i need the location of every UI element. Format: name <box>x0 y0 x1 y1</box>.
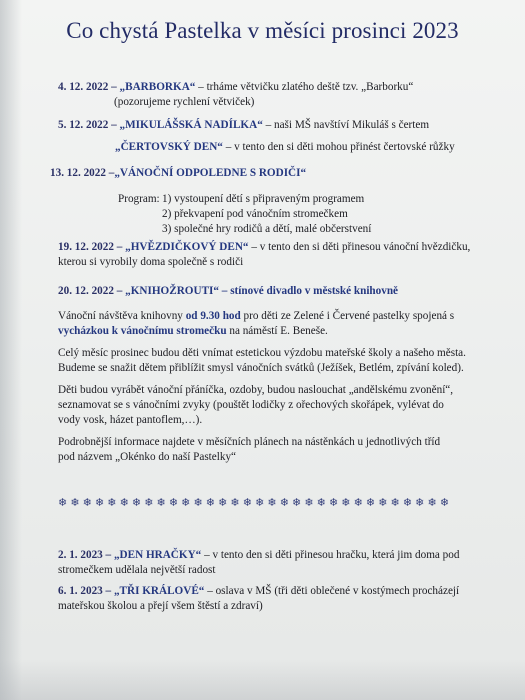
event-date: 13. 12. 2022 <box>50 167 106 179</box>
event-text-line2: kterou si vyrobily doma společně s rodiči <box>58 256 244 268</box>
event-certovsky-den <box>115 140 505 155</box>
snowflake-separator: ❄❄❄❄❄❄❄❄❄❄❄❄❄❄❄❄❄❄❄❄❄❄❄❄❄❄❄❄❄❄❄❄ <box>58 497 453 509</box>
paragraph-activities <box>58 383 463 428</box>
page-shadow-bottom <box>0 660 525 700</box>
event-name: „DEN HRAČKY“ <box>113 549 202 561</box>
event-text: – v tento den si děti přinesou vánoční hvězdičku, <box>248 241 471 253</box>
event-separator: – <box>113 241 126 253</box>
program-item: 3) společné hry rodičů a dětí, malé občerstvení <box>162 223 372 235</box>
event-hvezdickovy-den <box>58 240 488 270</box>
event-text: – v tento den si děti přinesou hračku, která jim doma pod <box>201 549 460 561</box>
event-date: 5. 12. 2022 <box>58 119 109 131</box>
event-date: 2. 1. 2023 <box>58 549 103 561</box>
event-date: 20. 12. 2022 <box>58 285 114 297</box>
event-text-line2: (pozorujeme rychlení větviček) <box>114 96 255 108</box>
page-shadow-left <box>0 0 22 700</box>
event-separator: – <box>105 167 115 179</box>
page-title: Co chystá Pastelka v měsíci prosinci 2023 <box>66 18 459 43</box>
event-separator: – <box>108 81 120 93</box>
event-knihozrouti <box>58 284 488 299</box>
event-text-line2: stromečkem udělala největší radost <box>58 564 216 576</box>
program-item: 1) vystoupení dětí s připraveným programem <box>162 193 365 205</box>
paragraph-text: Děti budou vyrábět vánoční přáníčka, ozdoby, budou naslouchat „andělskému zvonění“, seznamovat se s vánočními zvyky (pouštět lodičky z ořechových skořápek, vylévat do vody vosk, házet pantoflem,…). <box>58 384 454 426</box>
event-date: 19. 12. 2022 <box>58 241 114 253</box>
event-name: „HVĚZDIČKOVÝ DEN“ <box>125 241 249 253</box>
event-text: – stínové divadlo v městské knihovně <box>219 285 399 297</box>
event-text: – oslava v MŠ (tři děti oblečené v kostýmech procházejí <box>204 585 460 597</box>
event-barborka <box>58 80 488 110</box>
paragraph-bold: od 9.30 hod <box>185 310 241 322</box>
event-tri-kralove <box>58 584 488 614</box>
event-vanocni-odpoledne <box>50 166 480 181</box>
event-text: – naši MŠ navštíví Mikuláš s čertem <box>262 119 430 131</box>
paragraph-info <box>58 435 458 465</box>
paragraph-text: Podrobnější informace najdete v měsíčních plánech na nástěnkách u jednotlivých tříd pod názvem „Okénko do naší Pastelky“ <box>58 436 441 463</box>
paragraph-bold: vycházkou k vánočnímu stromečku <box>58 325 227 337</box>
paragraph-text: Vánoční návštěva knihovny <box>58 310 186 322</box>
event-name: „MIKULÁŠSKÁ NADÍLKA“ <box>119 119 263 131</box>
paragraph-text: Celý měsíc prosinec budou děti vnímat estetickou výzdobu mateřské školy a našeho města. Budeme se snažit dětem přiblížit smysl vánočních svátků (Ježíšek, Betlém, zpívání koled). <box>58 347 466 374</box>
program-label: Program: <box>118 193 160 205</box>
event-separator: – <box>113 285 126 297</box>
event-text-line2: mateřskou školou a přejí všem štěstí a zdraví) <box>58 600 263 612</box>
event-separator: – <box>108 119 120 131</box>
paragraph-text: na náměstí E. Beneše. <box>226 325 328 337</box>
event-den-hracky <box>58 548 488 578</box>
event-separator: – <box>102 585 114 597</box>
paragraph-decoration <box>58 346 476 376</box>
event-mikulas <box>58 118 488 133</box>
event-text: – trháme větvičku zlatého deště tzv. „Barborku“ <box>195 81 414 93</box>
paragraph-text: pro děti ze Zelené i Červené pastelky spojená s <box>240 310 455 322</box>
event-name: „VÁNOČNÍ ODPOLEDNE S RODIČI“ <box>114 167 307 179</box>
event-text: – v tento den si děti mohou přinést čertovské růžky <box>222 141 455 153</box>
event-name: „KNIHOŽROUTI“ <box>125 285 219 297</box>
paragraph-library <box>58 309 458 339</box>
event-name: „BARBORKA“ <box>119 81 196 93</box>
event-date: 6. 1. 2023 <box>58 585 103 597</box>
event-date: 4. 12. 2022 <box>58 81 109 93</box>
event-name: „ČERTOVSKÝ DEN“ <box>115 141 223 153</box>
event-separator: – <box>102 549 114 561</box>
program-item: 2) překvapení pod vánočním stromečkem <box>162 208 348 220</box>
event-name: „TŘI KRÁLOVÉ“ <box>113 585 205 597</box>
